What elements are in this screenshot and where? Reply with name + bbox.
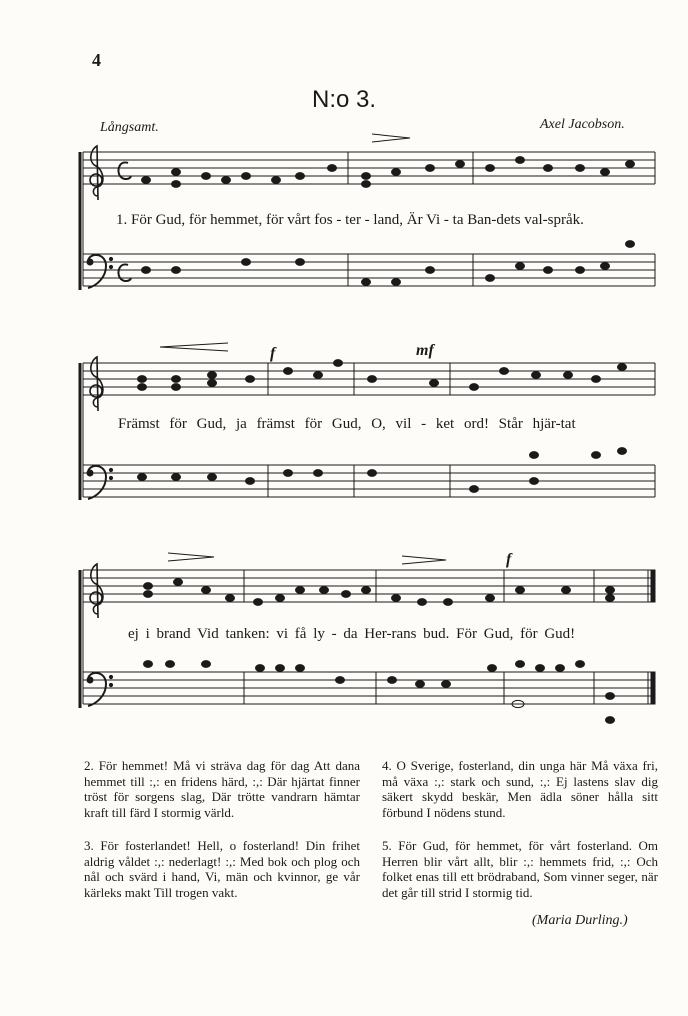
treble-staff-3	[83, 570, 655, 602]
song-title: N:o 3.	[311, 86, 377, 113]
treble-clef-2	[90, 357, 103, 411]
treble-clef-3	[90, 564, 103, 618]
verses-left-column	[84, 758, 360, 918]
page-number: 4	[92, 50, 101, 70]
bass-clef-2	[87, 466, 113, 499]
verse-2: 2. För hemmet! Må vi sträva dag för dag Att dana hemmet till :,: en fridens härd, :,: Där hjärtat finner tröst för sorgens slag, Där trötte vandrarn hämtar kraft till färd I stormig värld.	[84, 758, 360, 820]
composer: Axel Jacobson.	[540, 117, 625, 132]
lyric-line-3: ej i brand Vid tanken: vi få ly - da Her-rans bud. För Gud, för Gud!	[128, 626, 576, 642]
verse-5: 5. För Gud, för hemmet, för vårt fosterland. Om Herren blir vårt allt, blir :,: hemmets frid, :,: Och folket enas till ett brödraband, Som vinner seger, när det går till strid I stormig tid.	[382, 838, 658, 900]
treble-staff-1	[83, 152, 655, 184]
dynamic-mezzo-forte: mf	[416, 342, 434, 359]
bass-staff-3	[83, 672, 655, 704]
lyric-line-1: 1. För Gud, för hemmet, för vårt fos - ter - land, Är Vi - ta Ban-dets val-språk.	[116, 212, 584, 228]
lyric-line-2: Främst för Gud, ja främst för Gud, O, vil - ket ord! Står hjär-tat	[118, 416, 576, 432]
bass-clef-1	[87, 255, 113, 288]
bass-clef-3	[87, 673, 113, 706]
dynamic-forte-2: f	[506, 551, 512, 568]
dynamic-forte-1: f	[270, 345, 276, 362]
treble-clef-1	[90, 146, 103, 200]
tempo-marking: Långsamt.	[100, 120, 159, 135]
verse-3: 3. För fosterlandet! Hell, o fosterland! Din frihet aldrig våldet :,: nederlagt! :,: Med bok och plog och nål och svärd i hand, Vi, män och kvinnor, ge vår kärleks makt Till trogen vakt.	[84, 838, 360, 900]
verses-right-column	[382, 758, 658, 918]
verse-4: 4. O Sverige, fosterland, din unga här Må växa fri, må växa :,: stark och sund, :,: Ej lastens slav dig säkert skydd beskär, Men ädla söner hålla sitt förbund I nödens stund.	[382, 758, 658, 820]
bass-staff-2	[83, 465, 655, 497]
notes-3	[144, 579, 615, 724]
lyricist-credit: (Maria Durling.)	[532, 913, 628, 928]
